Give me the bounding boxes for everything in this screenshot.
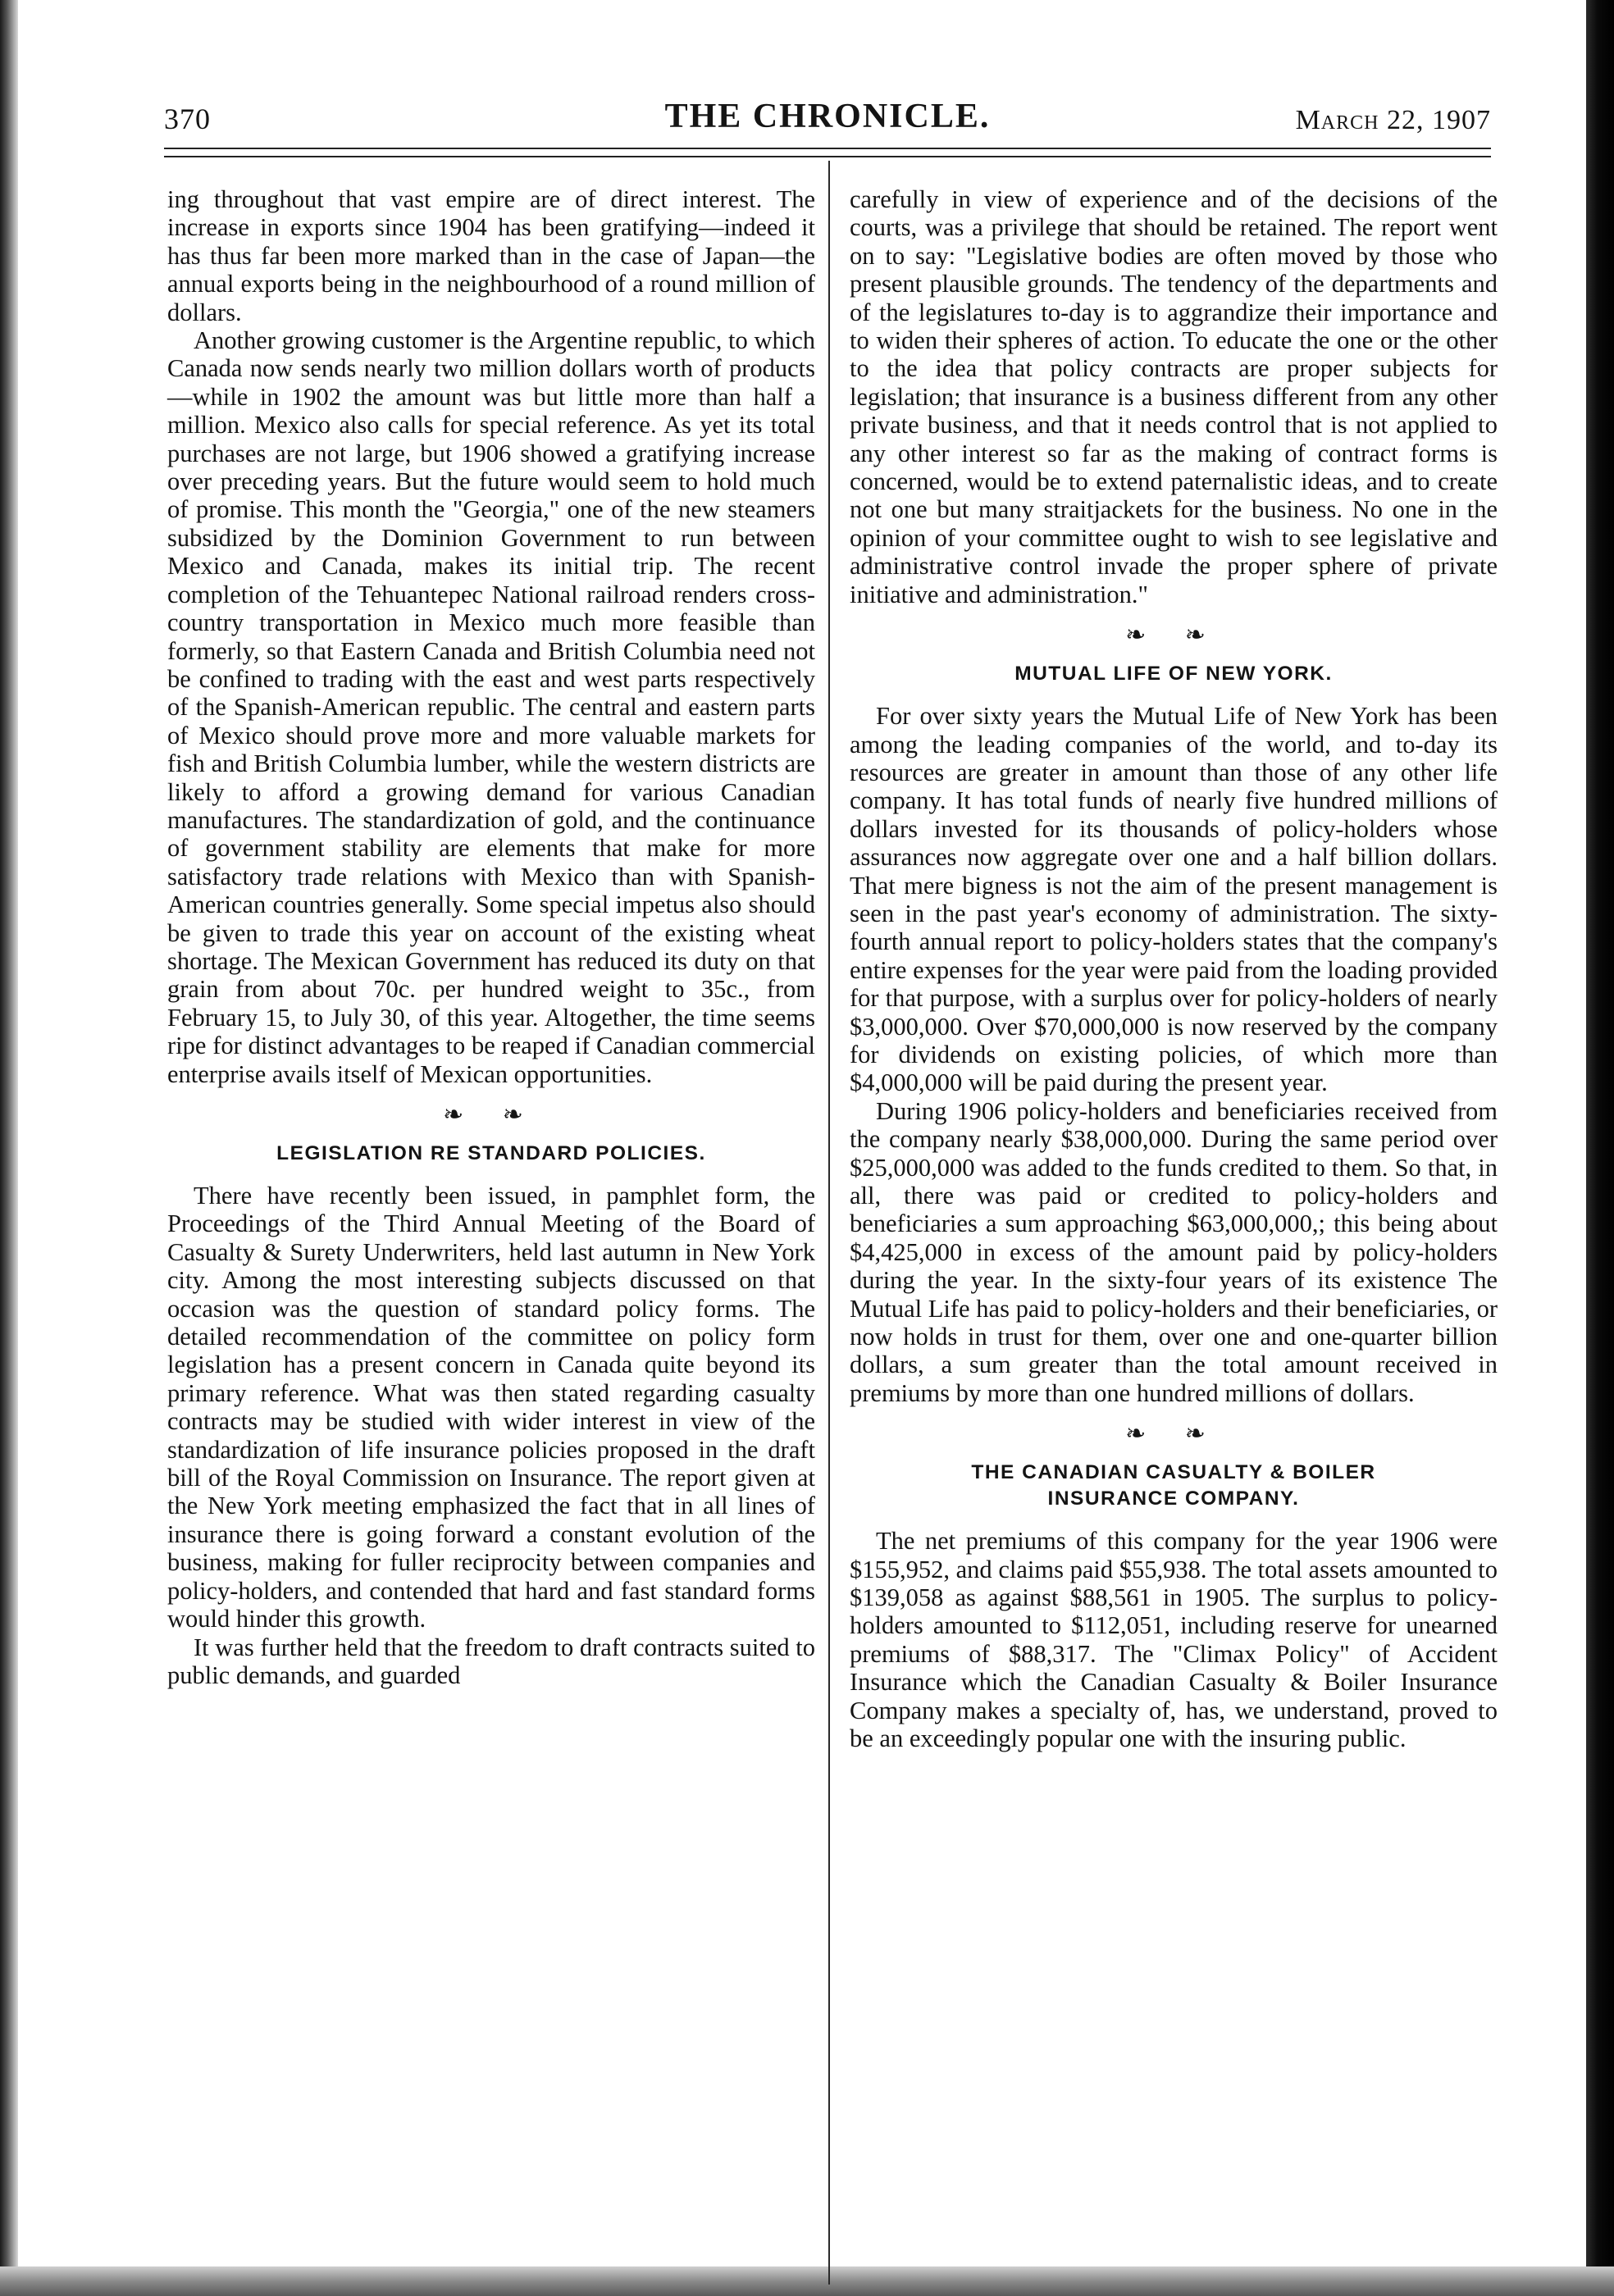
article-paragraph: Another growing customer is the Argentine republic, to which Canada now sends nearly two million dollars worth of products—while in 1902 the amount was but little more than half a million. Mexico also calls for special reference. As yet its total purchases are not large, but 1906 showed a gratifying increase over preceding years. But the future would seem to hold much of promise. This month the "Georgia," one of the new steamers subsidized by the Dominion Government to run between Mexico and Canada, makes its initial trip. The recent completion of the Tehuantepec National railroad renders cross-country transportation in Mexico much more feasible than formerly, so that Eastern Canada and British Columbia need not be confined to trading with the east and west parts respectively of the Spanish-American republic. The central and eastern parts of Mexico should prove more and more valuable markets for fish and British Columbia lumber, while the western districts are likely to afford a growing demand for various Canadian manufactures. The standardization of gold, and the continuance of government stability are elements that make for more satisfactory trade relations with Mexico than with Spanish-American countries generally. Some special impetus also should be given to trade this year on account of the existing wheat shortage. The Mexican Government has reduced its duty on that grain from about 70c. per hundred weight to 35c., from February 15, to July 30, of this year. Altogether, the time seems ripe for distinct advantages to be reaped if Canadian commercial enterprise avails itself of Mexican opportunities. xyxy=(167,326,815,1088)
article-paragraph: ing throughout that vast empire are of direct interest. The increase in exports since 1904 has been gratifying—indeed it has thus far been more marked than in the case of Japan—the annual exports being in the neighbourhood of a round million of dollars. xyxy=(167,185,815,326)
section-heading-mutual-life: MUTUAL LIFE OF NEW YORK. xyxy=(1014,663,1333,686)
journal-title: THE CHRONICLE. xyxy=(664,98,991,135)
article-paragraph: carefully in view of experience and of the decisions of the courts, was a privilege that should be retained. The report went on to say: "Legislative bodies are often moved by those who present plausible grounds. The tendency of the departments and of the legislatures to-day is to aggrandize their importance and to widen their spheres of action. To educate the one or the other to the idea that policy contracts are proper subjects for legislation; that insurance is a business different from any other private business, and that it needs control that is not applied to any other interest so far as the making of contract forms is concerned, would be to extend paternalistic ideas, and to create not one but many straitjackets for the business. No one in the opinion of your committee ought to wish to see legislative and administrative control invade the proper sphere of private initiative and administration." xyxy=(850,185,1498,608)
section-ornament: ❧ ❧ xyxy=(1125,1420,1222,1448)
section-heading-canadian-casualty xyxy=(850,1460,1498,1512)
article-paragraph: The net premiums of this company for the year 1906 were $155,952, and claims paid $55,938. The total assets amounted to $139,058 as against $88,561 in 1905. The surplus to policy-holders amounted to $112,051, including reserve for unearned premiums of $88,317. The "Climax Policy" of Accident Insurance which the Canadian Casualty & Boiler Insurance Company makes a specialty of, has, we understand, proved to be an exceedingly popular one with the insuring public. xyxy=(850,1527,1498,1753)
section-ornament: ❧ ❧ xyxy=(1125,622,1222,649)
section-ornament: ❧ ❧ xyxy=(443,1101,540,1128)
page-number: 370 xyxy=(164,102,211,135)
article-paragraph: There have recently been issued, in pamphlet form, the Proceedings of the Third Annual Meeting of the Board of Casualty & Surety Underwriters, held last autumn in New York city. Among the most interesting subjects discussed on that occasion was the question of standard policy forms. The detailed recommendation of the committee on policy form legislation has a present concern in Canada quite beyond its primary reference. What was then stated regarding casualty contracts may be studied with wider interest in view of the standardization of life insurance policies proposed in the draft bill of the Royal Commission on Insurance. The report given at the New York meeting emphasized the fact that in all lines of insurance there is going forward a constant evolution of the business, making for fuller reciprocity between companies and policy-holders, and contended that hard and fast standard forms would hinder this growth. xyxy=(167,1182,815,1633)
article-paragraph: It was further held that the freedom to draft contracts suited to public demands, and guarded xyxy=(167,1633,816,1689)
section-heading-line: INSURANCE COMPANY. xyxy=(1047,1487,1300,1510)
left-column xyxy=(167,185,815,1689)
column-rule xyxy=(828,161,830,2285)
issue-date: March 22, 1907 xyxy=(1295,105,1491,135)
header-rule xyxy=(164,148,1491,157)
article-paragraph: During 1906 policy-holders and beneficiaries received from the company nearly $38,000,000. During the same period over $25,000,000 was added to the funds credited to them. So that, in all, there was paid or credited to policy-holders and beneficiaries a sum approaching $63,000,000,; this being about $4,425,000 in excess of the amount paid by policy-holders during the year. In the sixty-four years of its existence The Mutual Life has paid to policy-holders and their beneficiaries, or now holds in trust for them, over one and one-quarter billion dollars, a sum greater than the total amount received in premiums by more than one hundred millions of dollars. xyxy=(850,1096,1498,1407)
running-header xyxy=(164,92,1491,141)
right-column xyxy=(850,185,1498,1753)
section-heading-legislation: LEGISLATION RE STANDARD POLICIES. xyxy=(276,1142,706,1164)
article-paragraph: For over sixty years the Mutual Life of New York has been among the leading companies of the world, and to-day its resources are greater in amount than those of any other life company. It has total funds of nearly five hundred millions of dollars invested for its thousands of policy-holders whose assurances now aggregate over one and a half billion dollars. That mere bigness is not the aim of the present management is seen in the past year's economy of administration. The sixty-fourth annual report to policy-holders states that the company's entire expenses for the year were paid from the loading provided for that purpose, with a surplus over for policy-holders of nearly $3,000,000. Over $70,000,000 is now reserved by the company for dividends on existing policies, of which more than $4,000,000 will be paid during the present year. xyxy=(850,702,1498,1097)
section-heading-line: THE CANADIAN CASUALTY & BOILER xyxy=(971,1461,1376,1484)
